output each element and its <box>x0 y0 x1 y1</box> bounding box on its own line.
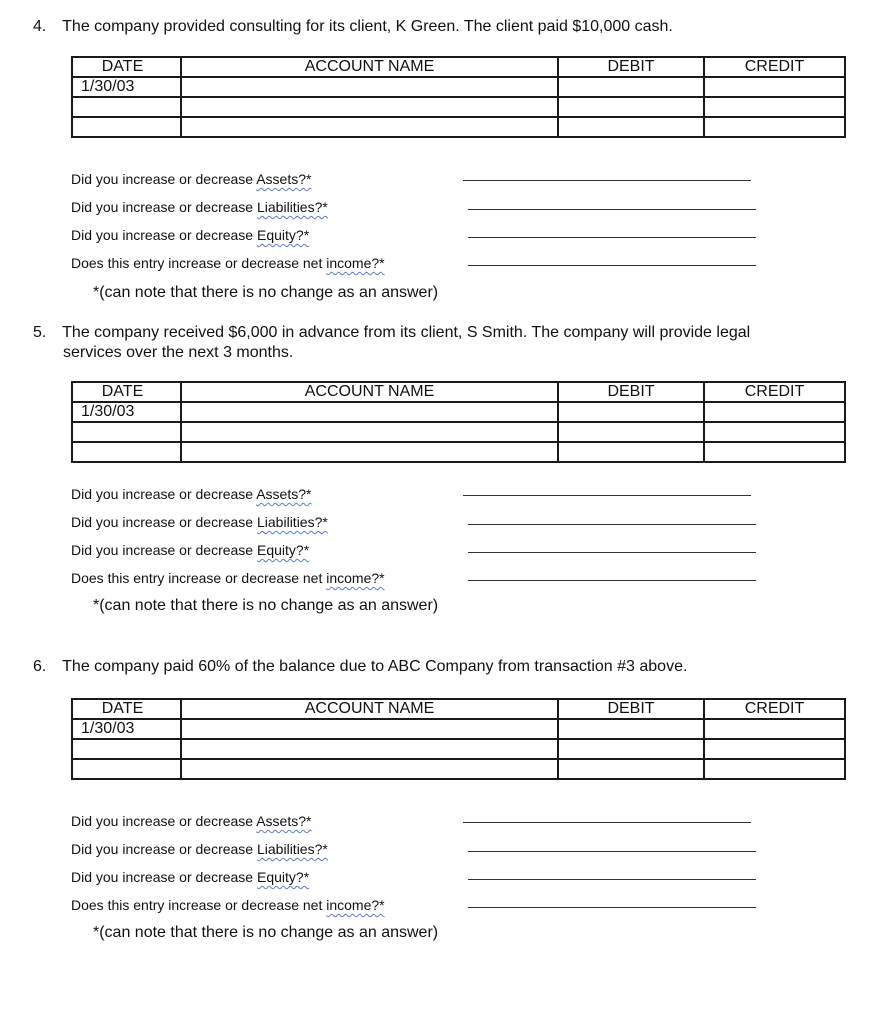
account-cell[interactable] <box>181 117 558 137</box>
question-number: 4. <box>33 18 47 35</box>
header-date: DATE <box>72 382 181 402</box>
note-text: *(can note that there is no change as an answer) <box>93 924 439 941</box>
table-header-row <box>72 699 845 719</box>
answer-line[interactable] <box>463 822 751 823</box>
prompt-text: Did you increase or decrease <box>71 514 257 530</box>
prompt-text: Does this entry increase or decrease net <box>71 570 327 586</box>
income-link[interactable]: income?* <box>326 570 385 586</box>
date-cell[interactable]: 1/30/03 <box>72 402 181 422</box>
liabilities-link[interactable]: Liabilities?* <box>257 514 328 530</box>
equity-question <box>71 869 761 897</box>
journal-table-6 <box>71 698 846 780</box>
credit-cell[interactable] <box>704 77 845 97</box>
account-cell[interactable] <box>181 422 558 442</box>
debit-cell[interactable] <box>558 422 704 442</box>
question-6 <box>33 657 687 677</box>
header-debit: DEBIT <box>558 57 704 77</box>
answer-block-4 <box>71 171 761 283</box>
account-cell[interactable] <box>181 402 558 422</box>
income-link[interactable]: income?* <box>326 897 385 913</box>
answer-block-6 <box>71 813 761 925</box>
account-cell[interactable] <box>181 739 558 759</box>
liabilities-link[interactable]: Liabilities?* <box>257 199 328 215</box>
answer-block-5 <box>71 486 761 598</box>
question-text: The company paid 60% of the balance due to ABC Company from transaction #3 above. <box>62 658 688 675</box>
prompt-text: Did you increase or decrease <box>71 813 257 829</box>
answer-line[interactable] <box>468 209 756 210</box>
account-cell[interactable] <box>181 97 558 117</box>
liabilities-question <box>71 199 761 227</box>
table-row <box>72 442 845 462</box>
table-row <box>72 117 845 137</box>
header-credit: CREDIT <box>704 57 845 77</box>
table-header-row <box>72 382 845 402</box>
answer-line[interactable] <box>468 237 756 238</box>
note-text: *(can note that there is no change as an answer) <box>93 284 439 301</box>
prompt-text: Did you increase or decrease <box>71 841 257 857</box>
table-row <box>72 97 845 117</box>
question-text: The company provided consulting for its client, K Green. The client paid $10,000 cash. <box>62 18 673 35</box>
income-link[interactable]: income?* <box>326 255 385 271</box>
header-date: DATE <box>72 57 181 77</box>
debit-cell[interactable] <box>558 97 704 117</box>
debit-cell[interactable] <box>558 442 704 462</box>
credit-cell[interactable] <box>704 719 845 739</box>
debit-cell[interactable] <box>558 402 704 422</box>
prompt-text: Did you increase or decrease <box>71 542 257 558</box>
header-date: DATE <box>72 699 181 719</box>
equity-question <box>71 227 761 255</box>
date-cell[interactable]: 1/30/03 <box>72 77 181 97</box>
assets-question <box>71 486 761 514</box>
liabilities-question <box>71 841 761 869</box>
date-cell[interactable] <box>72 97 181 117</box>
prompt-text: Did you increase or decrease <box>71 869 257 885</box>
table-row <box>72 77 845 97</box>
journal-table-5 <box>71 381 846 463</box>
date-cell[interactable]: 1/30/03 <box>72 719 181 739</box>
table-row <box>72 739 845 759</box>
account-cell[interactable] <box>181 442 558 462</box>
answer-line[interactable] <box>468 879 756 880</box>
credit-cell[interactable] <box>704 422 845 442</box>
question-number: 6. <box>33 658 47 675</box>
header-debit: DEBIT <box>558 699 704 719</box>
date-cell[interactable] <box>72 442 181 462</box>
assets-link[interactable]: Assets?* <box>256 813 312 829</box>
debit-cell[interactable] <box>558 739 704 759</box>
journal-table-4 <box>71 56 846 138</box>
account-cell[interactable] <box>181 719 558 739</box>
assets-question <box>71 171 761 199</box>
answer-line[interactable] <box>468 907 756 908</box>
header-account-name: ACCOUNT NAME <box>181 382 558 402</box>
table-header-row <box>72 57 845 77</box>
income-question <box>71 570 761 598</box>
equity-link[interactable]: Equity?* <box>257 542 310 558</box>
prompt-text: Did you increase or decrease <box>71 171 257 187</box>
income-question <box>71 255 761 283</box>
account-cell[interactable] <box>181 759 558 779</box>
answer-line[interactable] <box>468 580 756 581</box>
assets-link[interactable]: Assets?* <box>256 171 312 187</box>
equity-question <box>71 542 761 570</box>
header-debit: DEBIT <box>558 382 704 402</box>
question-5 <box>33 323 750 363</box>
debit-cell[interactable] <box>558 117 704 137</box>
answer-line[interactable] <box>463 495 751 496</box>
table-row <box>72 402 845 422</box>
prompt-text: Did you increase or decrease <box>71 486 257 502</box>
answer-line[interactable] <box>468 851 756 852</box>
table-row <box>72 719 845 739</box>
credit-cell[interactable] <box>704 97 845 117</box>
account-cell[interactable] <box>181 77 558 97</box>
credit-cell[interactable] <box>704 739 845 759</box>
answer-line[interactable] <box>463 180 751 181</box>
header-account-name: ACCOUNT NAME <box>181 57 558 77</box>
equity-link[interactable]: Equity?* <box>257 227 310 243</box>
credit-cell[interactable] <box>704 117 845 137</box>
header-credit: CREDIT <box>704 382 845 402</box>
table-row <box>72 759 845 779</box>
liabilities-question <box>71 514 761 542</box>
date-cell[interactable] <box>72 759 181 779</box>
header-credit: CREDIT <box>704 699 845 719</box>
note-text: *(can note that there is no change as an answer) <box>93 597 439 614</box>
answer-line[interactable] <box>468 552 756 553</box>
question-continuation: services over the next 3 months. <box>63 344 294 361</box>
prompt-text: Did you increase or decrease <box>71 227 257 243</box>
credit-cell[interactable] <box>704 402 845 422</box>
header-account-name: ACCOUNT NAME <box>181 699 558 719</box>
debit-cell[interactable] <box>558 719 704 739</box>
date-cell[interactable] <box>72 117 181 137</box>
date-cell[interactable] <box>72 739 181 759</box>
date-cell[interactable] <box>72 422 181 442</box>
debit-cell[interactable] <box>558 759 704 779</box>
debit-cell[interactable] <box>558 77 704 97</box>
question-number: 5. <box>33 324 47 341</box>
liabilities-link[interactable]: Liabilities?* <box>257 841 328 857</box>
prompt-text: Does this entry increase or decrease net <box>71 255 327 271</box>
answer-line[interactable] <box>468 265 756 266</box>
credit-cell[interactable] <box>704 759 845 779</box>
question-4 <box>33 17 673 37</box>
prompt-text: Did you increase or decrease <box>71 199 257 215</box>
prompt-text: Does this entry increase or decrease net <box>71 897 327 913</box>
question-text: The company received $6,000 in advance from its client, S Smith. The company will provide legal <box>62 324 751 341</box>
answer-line[interactable] <box>468 524 756 525</box>
equity-link[interactable]: Equity?* <box>257 869 310 885</box>
credit-cell[interactable] <box>704 442 845 462</box>
assets-question <box>71 813 761 841</box>
assets-link[interactable]: Assets?* <box>256 486 312 502</box>
table-row <box>72 422 845 442</box>
income-question <box>71 897 761 925</box>
